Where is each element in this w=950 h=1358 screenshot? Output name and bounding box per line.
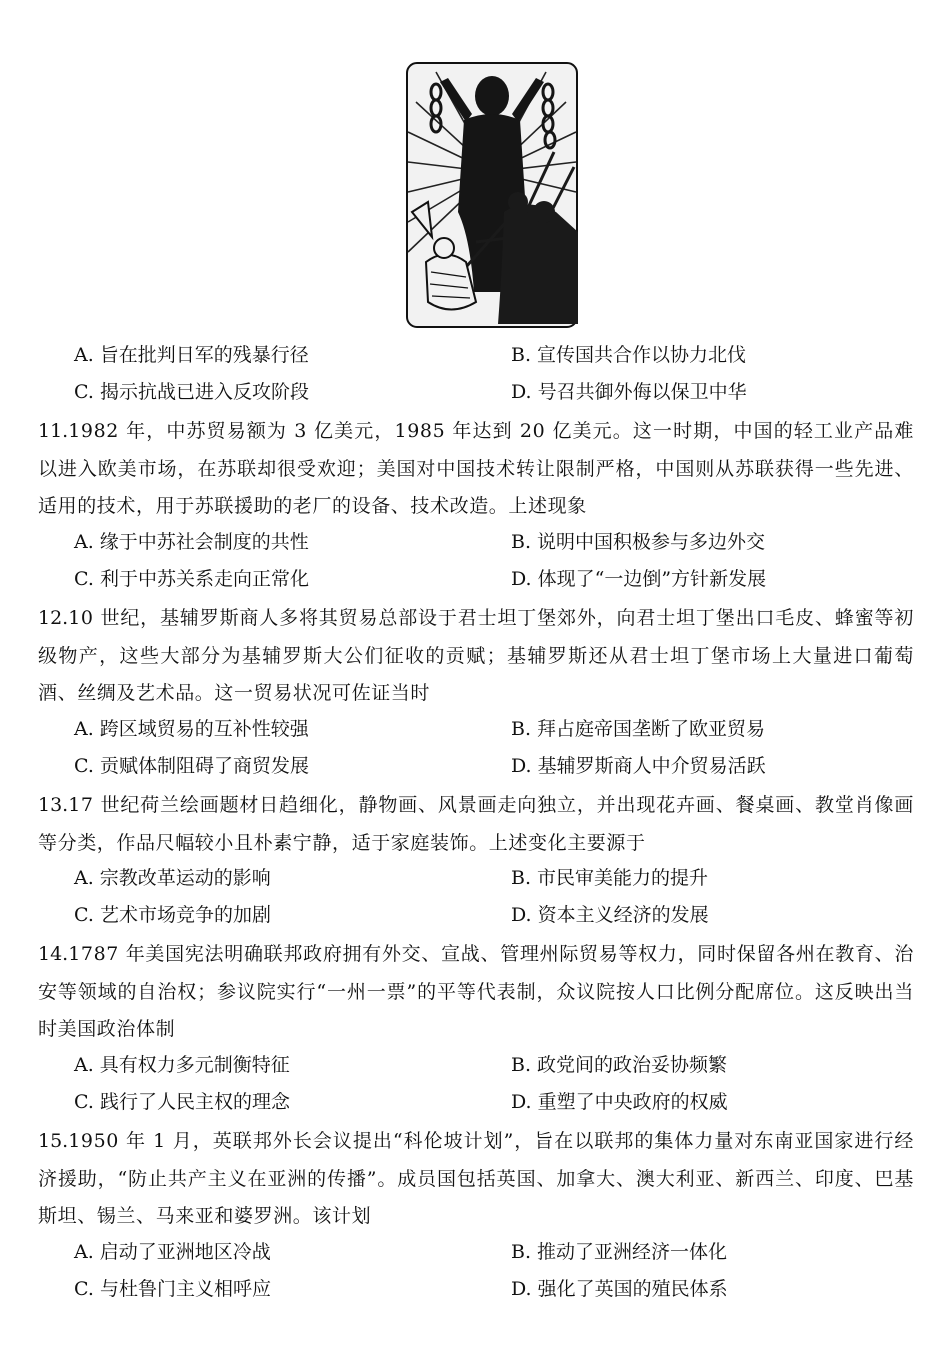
q15-option-a: A. 启动了亚洲地区冷战: [74, 1241, 271, 1263]
q12-stem: [38, 600, 914, 713]
q15-option-b: B. 推动了亚洲经济一体化: [511, 1241, 728, 1263]
q13-number: 13.: [38, 794, 69, 816]
q12-option-a: A. 跨区域贸易的互补性较强: [74, 718, 309, 740]
q10-option-c: C. 揭示抗战已进入反攻阶段: [74, 381, 309, 403]
q11-option-a: A. 缘于中苏社会制度的共性: [74, 531, 309, 553]
q12-text: 10 世纪，基辅罗斯商人多将其贸易总部设于君士坦丁堡郊外，向君士坦丁堡出口毛皮、蜂蜜等初级物产，这些大部分为基辅罗斯大公们征收的贡赋；基辅罗斯还从君士坦丁堡市场上大量进口葡萄酒、丝绸及艺术品。这一贸易状况可佐证当时: [38, 607, 914, 704]
q11-stem: [38, 413, 914, 526]
q13-option-d: D. 资本主义经济的发展: [511, 904, 709, 926]
q12-option-b: B. 拜占庭帝国垄断了欧亚贸易: [511, 718, 766, 740]
q14-stem: [38, 936, 914, 1049]
q13-option-b: B. 市民审美能力的提升: [511, 867, 709, 889]
q11-number: 11.: [38, 420, 69, 442]
q11-option-c: C. 利于中苏关系走向正常化: [74, 568, 309, 590]
q13-option-a: A. 宗教改革运动的影响: [74, 867, 271, 889]
q10-option-d: D. 号召共御外侮以保卫中华: [511, 381, 747, 403]
q11-text: 1982 年，中苏贸易额为 3 亿美元，1985 年达到 20 亿美元。这一时期，中国的轻工业产品难以进入欧美市场，在苏联却很受欢迎；美国对中国技术转让限制严格，中国则从苏联获得一些先进、适用的技术，用于苏联援助的老厂的设备、技术改造。上述现象: [38, 420, 914, 517]
q12-option-d: D. 基辅罗斯商人中介贸易活跃: [511, 755, 766, 777]
q15-option-d: D. 强化了英国的殖民体系: [511, 1278, 728, 1300]
q14-option-b: B. 政党间的政治妥协频繁: [511, 1054, 728, 1076]
q11-option-d: D. 体现了“一边倒”方针新发展: [511, 568, 767, 590]
q10-option-b: B. 宣传国共合作以协力北伐: [511, 344, 747, 366]
q12-number: 12.: [38, 607, 69, 629]
q13-option-c: C. 艺术市场竞争的加剧: [74, 904, 271, 926]
q13-text: 17 世纪荷兰绘画题材日趋细化，静物画、风景画走向独立，并出现花卉画、餐桌画、教堂肖像画等分类，作品尺幅较小且朴素宁静，适于家庭装饰。上述变化主要源于: [38, 794, 914, 854]
q14-option-c: C. 践行了人民主权的理念: [74, 1091, 290, 1113]
q11-option-b: B. 说明中国积极参与多边外交: [511, 531, 766, 553]
q15-number: 15.: [38, 1130, 69, 1152]
q14-option-a: A. 具有权力多元制衡特征: [74, 1054, 290, 1076]
woodcut-illustration: [406, 62, 578, 328]
q14-option-d: D. 重塑了中央政府的权威: [511, 1091, 728, 1113]
q10-option-a: A. 旨在批判日军的残暴行径: [74, 344, 309, 366]
q13-stem: [38, 787, 914, 862]
q15-option-c: C. 与杜鲁门主义相呼应: [74, 1278, 271, 1300]
q15-text: 1950 年 1 月，英联邦外长会议提出“科伦坡计划”，旨在以联邦的集体力量对东南亚国家进行经济援助，“防止共产主义在亚洲的传播”。成员国包括英国、加拿大、澳大利亚、新西兰、印度、巴基斯坦、锡兰、马来亚和婆罗洲。该计划: [38, 1130, 914, 1227]
q15-stem: [38, 1123, 914, 1236]
q12-option-c: C. 贡赋体制阻碍了商贸发展: [74, 755, 309, 777]
q14-text: 1787 年美国宪法明确联邦政府拥有外交、宣战、管理州际贸易等权力，同时保留各州在教育、治安等领域的自治权；参议院实行“一州一票”的平等代表制，众议院按人口比例分配席位。这反映出当时美国政治体制: [38, 943, 914, 1040]
q14-number: 14.: [38, 943, 69, 965]
